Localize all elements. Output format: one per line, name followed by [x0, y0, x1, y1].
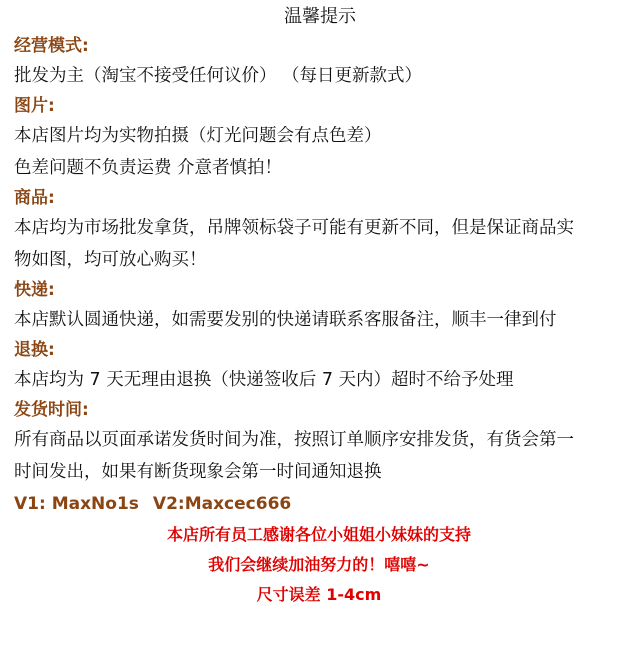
section-text: 物如图，均可放心购买！	[14, 250, 207, 270]
section-dispatch-time	[14, 396, 616, 488]
section-heading: 发货时间:	[14, 400, 89, 420]
section-images	[14, 92, 616, 184]
contact-v1: V1: MaxNo1s	[14, 494, 139, 514]
section-business-mode	[14, 32, 616, 92]
contact-line	[14, 488, 616, 520]
contact-v2: V2:Maxcec666	[152, 494, 292, 514]
section-text: 色差问题不负责运费 介意者慎拍！	[14, 158, 283, 178]
section-text: 时间发出，如果有断货现象会第一时间通知退换	[14, 462, 382, 482]
section-heading: 经营模式:	[14, 36, 89, 56]
section-heading: 图片:	[14, 96, 55, 116]
section-heading: 商品:	[14, 188, 55, 208]
section-text: 批发为主（淘宝不接受任何议价） （每日更新款式）	[14, 66, 423, 86]
section-returns	[14, 336, 616, 396]
section-text: 本店图片均为实物拍摄（灯光问题会有点色差）	[14, 126, 382, 146]
section-heading: 退换:	[14, 340, 55, 360]
section-text: 本店均为 7 天无理由退换（快递签收后 7 天内）超时不给予处理	[14, 370, 514, 390]
section-products	[14, 184, 616, 276]
section-heading: 快递:	[14, 280, 55, 300]
closing-size-tolerance: 尺寸误差 1-4cm	[256, 585, 382, 604]
closing-thanks: 本店所有员工感谢各位小姐姐小妹妹的支持	[166, 525, 471, 544]
section-text: 所有商品以页面承诺发货时间为准，按照订单顺序安排发货，有货会第一	[14, 430, 574, 450]
section-text: 本店均为市场批发拿货，吊牌领标袋子可能有更新不同，但是保证商品实	[14, 218, 574, 238]
page-title: 温馨提示	[284, 6, 356, 27]
section-text: 本店默认圆通快递，如需要发别的快递请联系客服备注，顺丰一律到付	[14, 310, 557, 330]
section-shipping	[14, 276, 616, 336]
closing-effort: 我们会继续加油努力的！嘻嘻~	[208, 555, 430, 574]
